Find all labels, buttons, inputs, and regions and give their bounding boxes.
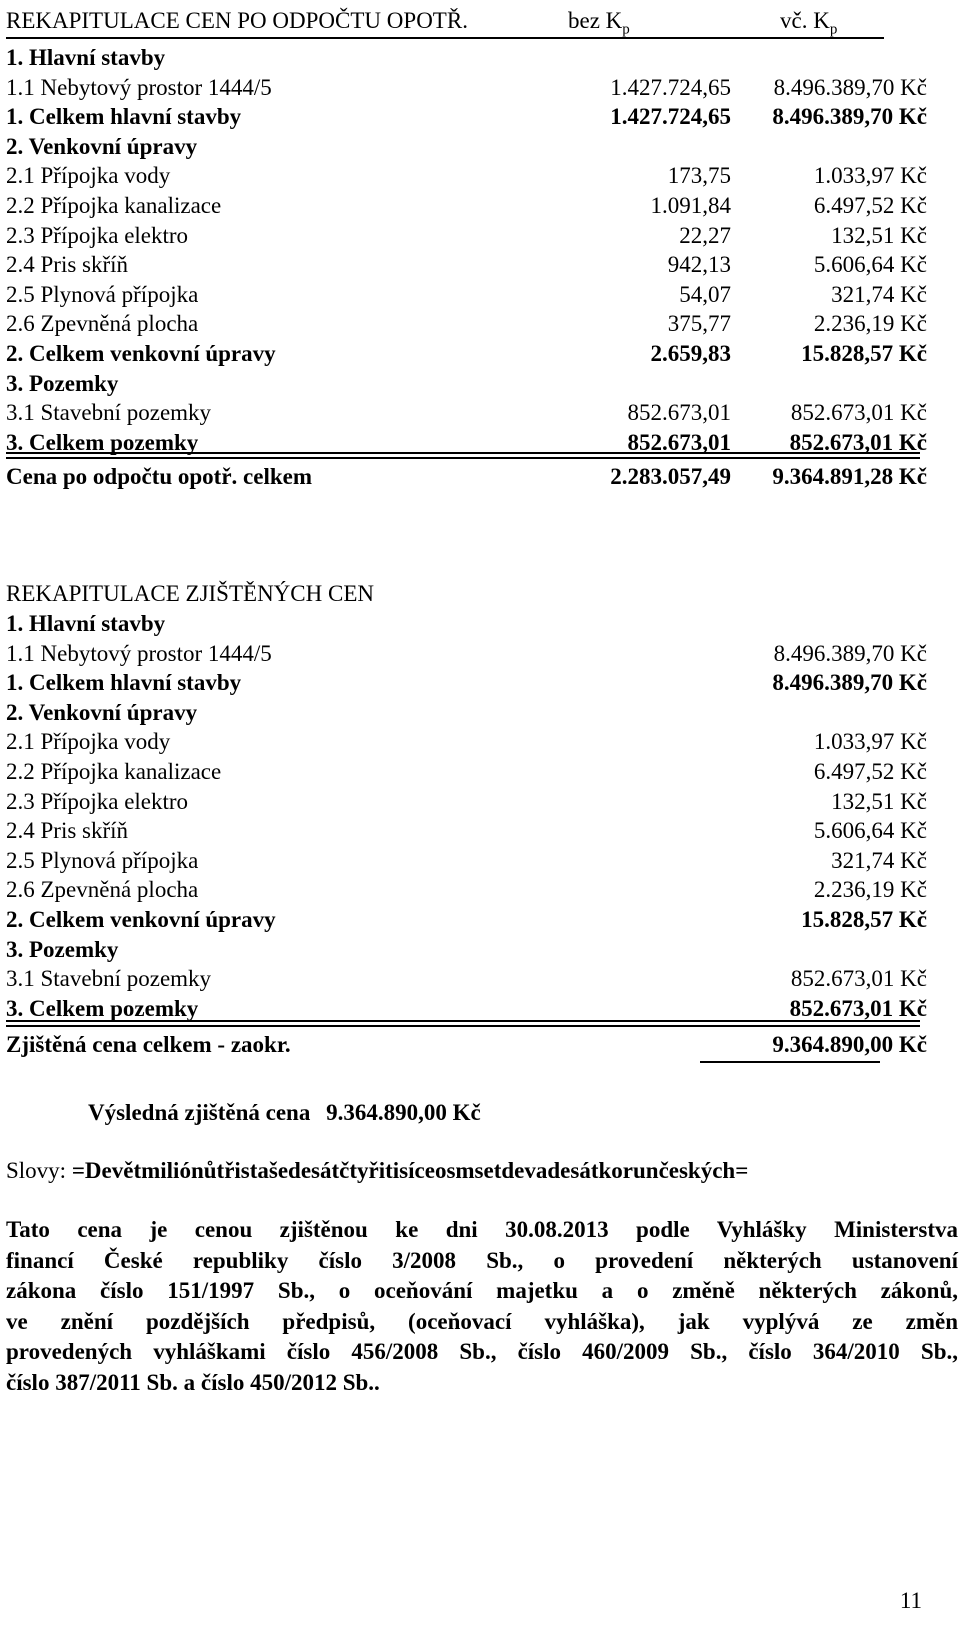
row-value-bez-kp: 375,77 [667,311,731,337]
table-row [6,398,956,428]
row-label: 3.1 Stavební pozemky [6,400,212,426]
table-row [6,280,956,310]
row-label: 2.5 Plynová přípojka [6,281,199,307]
row-value-bez-kp: 1.427.724,65 [610,104,731,130]
row-value: 852.673,01 Kč [790,966,927,992]
row-value-bez-kp: 852.673,01 [627,429,731,455]
page-number: 11 [899,1588,922,1613]
table-row [6,875,956,905]
table-row [6,369,956,399]
row-value-bez-kp: 1.091,84 [650,193,731,218]
words-value: =Devětmiliónůtřistašedesátčtyřitisíceosmsetdevadesátkorunčeských= [71,1158,749,1183]
row-value-vc-kp: 321,74 Kč [831,281,927,307]
total-underline [700,1061,880,1063]
table-row [6,668,956,698]
row-label: 1.1 Nebytový prostor 1444/5 [6,640,272,666]
table-row [6,964,956,994]
row-value-vc-kp: 852.673,01 Kč [790,400,927,426]
table-row [6,339,956,369]
row-label: 2. Venkovní úpravy [6,133,198,159]
row-label: 2.1 Přípojka vody [6,163,171,189]
row-value-bez-kp: 22,27 [679,222,731,248]
row-label: 3.1 Stavební pozemky [6,966,212,992]
section1-title: REKAPITULACE CEN PO ODPOČTU OPOTŘ. [6,8,468,33]
row-label: 2.1 Přípojka vody [6,729,171,755]
header-underline [6,37,884,39]
table-row [6,787,956,817]
total-label: Cena po odpočtu opotř. celkem [6,464,313,489]
table-row [6,816,956,846]
total-value-1: 2.283.057,49 [610,464,731,489]
table-row [6,935,956,965]
row-label: 3. Celkem pozemky [6,429,199,455]
row-value-vc-kp: 1.033,97 Kč [813,163,927,189]
table-row [6,250,956,280]
row-label: 2. Venkovní úpravy [6,699,198,725]
row-value-vc-kp: 852.673,01 Kč [789,429,927,455]
table-row [6,639,956,669]
section1-double-rule [6,452,920,459]
row-value-bez-kp: 942,13 [667,252,731,278]
row-label: 2.6 Zpevněná plocha [6,311,199,337]
row-label: 3. Pozemky [6,936,119,962]
table-row [6,727,956,757]
row-label: 2.2 Přípojka kanalizace [6,759,222,784]
row-label: 2.6 Zpevněná plocha [6,877,199,903]
row-value-bez-kp: 852.673,01 [627,400,731,426]
section2-title: REKAPITULACE ZJIŠTĚNÝCH CEN [6,581,374,606]
legal-paragraph [6,1215,958,1398]
row-value-vc-kp: 5.606,64 Kč [813,252,927,278]
row-value: 8.496.389,70 Kč [773,640,927,666]
legal-line: Tato cena je cenou zjištěnou ke dni 30.08.2013 podle Vyhlášky Ministerstva [6,1217,958,1242]
section1-total-row [6,462,956,492]
table-row [6,905,956,935]
col1-header: bez $K_p$ [568,8,630,38]
legal-line: ve znění pozdějších předpisů, (oceňovací vyhláška), jak vyplývá ze změn [6,1308,958,1334]
row-value-bez-kp: 173,75 [667,163,731,189]
row-value-bez-kp: 2.659,83 [650,341,731,366]
row-label: 2.4 Pris skříň [6,818,129,844]
row-label: 2. Celkem venkovní úpravy [6,341,276,366]
table-row [6,309,956,339]
table-row [6,132,956,162]
row-value-bez-kp: 54,07 [679,281,731,307]
legal-line: zákona číslo 151/1997 Sb., o oceňování majetku a o změně některých zákonů, [6,1278,958,1303]
table-row [6,609,956,639]
col2-header: vč. $K_p$ [780,8,838,38]
row-value-vc-kp: 132,51 Kč [831,222,927,248]
row-label: 2. Celkem venkovní úpravy [6,907,276,932]
row-value: 132,51 Kč [831,788,927,814]
table-row [6,73,956,103]
row-label: 1.1 Nebytový prostor 1444/5 [6,74,272,100]
legal-line: číslo 387/2011 Sb. a číslo 450/2012 Sb.. [6,1369,380,1395]
total-value-2: 9.364.891,28 Kč [772,464,927,489]
table-row [6,191,956,221]
row-value: 1.033,97 Kč [813,729,927,755]
row-value-vc-kp: 6.497,52 Kč [813,193,927,218]
row-value: 852.673,01 Kč [789,995,927,1021]
row-label: 3. Pozemky [6,370,119,396]
row-value-vc-kp: 2.236,19 Kč [813,311,927,337]
row-label: 1. Celkem hlavní stavby [6,104,242,130]
legal-line: financí České republiky číslo 3/2008 Sb., o provedení některých ustanovení [6,1247,958,1273]
row-label: 2.3 Přípojka elektro [6,788,189,814]
words-prefix: Slovy: [6,1158,72,1183]
row-value-vc-kp: 15.828,57 Kč [801,341,927,366]
row-label: 1. Hlavní stavby [6,45,166,70]
table-row [6,102,956,132]
row-value: 8.496.389,70 Kč [772,670,927,696]
table-row [6,846,956,876]
row-value-vc-kp: 8.496.389,70 Kč [772,104,927,130]
row-label: 2.5 Plynová přípojka [6,847,199,873]
row-value: 2.236,19 Kč [813,877,927,903]
table-row [6,43,956,73]
row-value-vc-kp: 8.496.389,70 Kč [773,74,927,100]
table-row [6,221,956,251]
table-row [6,698,956,728]
row-value: 15.828,57 Kč [801,907,927,932]
section1-header [6,6,956,36]
row-label: 2.4 Pris skříň [6,252,129,278]
row-value: 6.497,52 Kč [813,759,927,784]
result-label: Výsledná zjištěná cena [88,1100,311,1125]
table-row [6,161,956,191]
row-label: 2.2 Přípojka kanalizace [6,193,222,218]
section2-header [6,579,956,609]
result-row [88,1098,888,1128]
total-value: 9.364.890,00 Kč [772,1032,927,1057]
table-row [6,757,956,787]
row-value-bez-kp: 1.427.724,65 [610,74,731,100]
words-row [6,1156,956,1186]
section2-double-rule [6,1020,920,1027]
section2-total-row [6,1030,956,1060]
total-label: Zjištěná cena celkem - zaokr. [6,1032,291,1057]
row-value: 5.606,64 Kč [813,818,927,844]
row-value: 321,74 Kč [831,847,927,873]
result-value: 9.364.890,00 Kč [326,1100,481,1125]
row-label: 1. Celkem hlavní stavby [6,670,242,696]
row-label: 3. Celkem pozemky [6,995,199,1021]
row-label: 2.3 Přípojka elektro [6,222,189,248]
legal-line: provedených vyhláškami číslo 456/2008 Sb., číslo 460/2009 Sb., číslo 364/2010 Sb., [6,1339,958,1364]
row-label: 1. Hlavní stavby [6,611,166,636]
